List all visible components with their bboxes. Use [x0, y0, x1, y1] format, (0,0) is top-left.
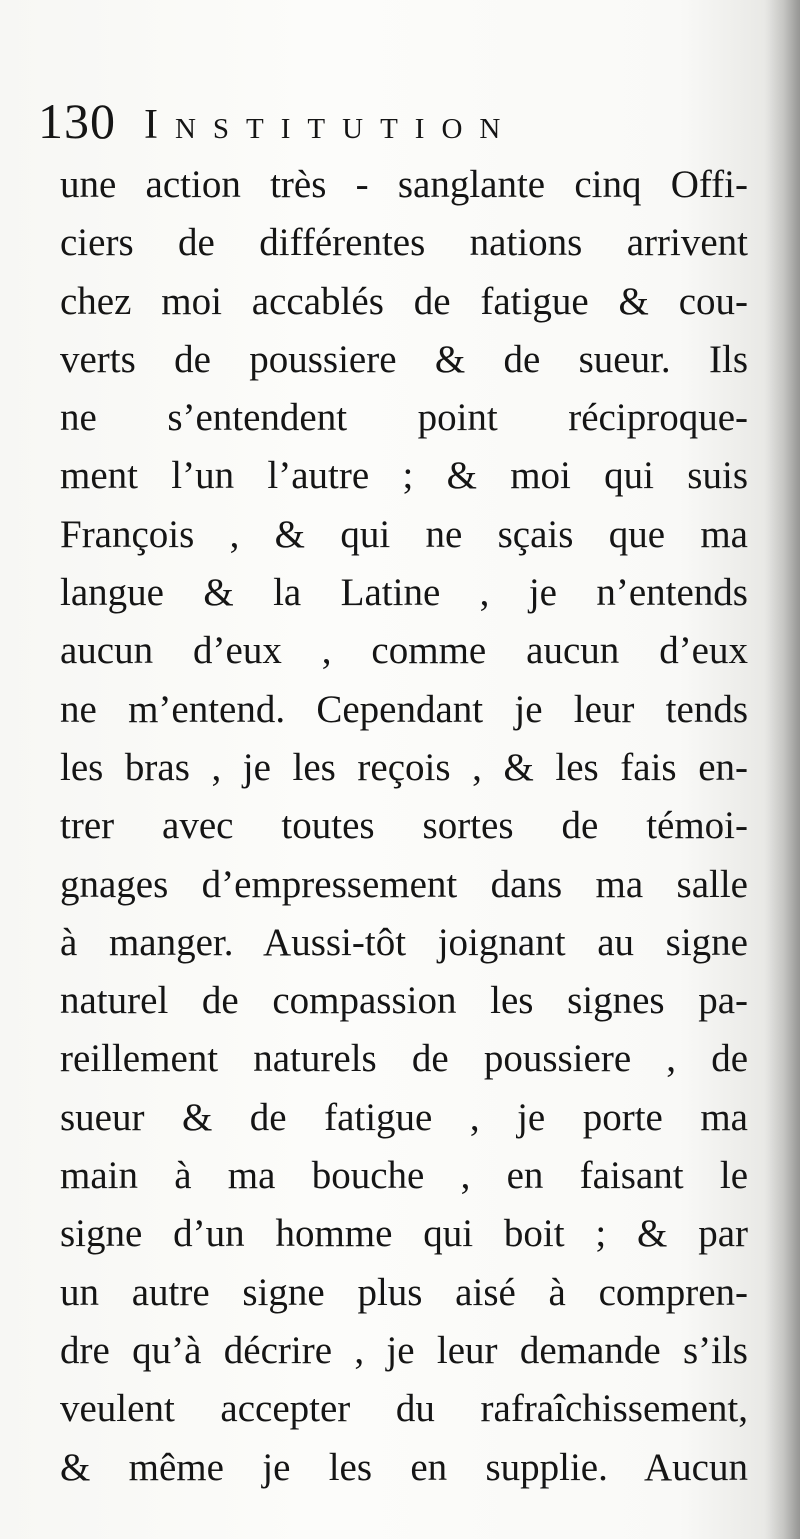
- text-line: ne s’entendent point réciproque-: [60, 396, 748, 440]
- text-line: langue & la Latine , je n’entends: [60, 571, 748, 615]
- text-line: main à ma bouche , en faisant le: [60, 1154, 748, 1198]
- body-text: [60, 156, 748, 1497]
- text-line: gnages d’empressement dans ma salle: [60, 862, 748, 906]
- text-line: veulent accepter du rafraîchissement,: [60, 1387, 748, 1431]
- text-line: François , & qui ne sçais que ma: [60, 512, 748, 556]
- page-gutter-shadow: [764, 0, 800, 1539]
- text-line: reillement naturels de poussiere , de: [60, 1037, 748, 1081]
- text-line: un autre signe plus aisé à compren-: [60, 1270, 748, 1314]
- text-line: sueur & de fatigue , je porte ma: [60, 1095, 748, 1139]
- text-line: dre qu’à décrire , je leur demande s’ils: [60, 1328, 748, 1372]
- text-line: aucun d’eux , comme aucun d’eux: [60, 629, 748, 673]
- text-line: à manger. Aussi-tôt joignant au signe: [60, 920, 748, 964]
- text-line: naturel de compassion les signes pa-: [60, 979, 748, 1023]
- text-line: trer avec toutes sortes de témoi-: [60, 804, 748, 848]
- text-line: verts de poussiere & de sueur. Ils: [60, 337, 748, 381]
- text-line: signe d’un homme qui boit ; & par: [60, 1212, 748, 1256]
- text-line: chez moi accablés de fatigue & cou-: [60, 279, 748, 323]
- text-line: ciers de différentes nations arrivent: [60, 221, 748, 265]
- text-line: ment l’un l’autre ; & moi qui suis: [60, 454, 748, 498]
- running-title: Institution: [144, 102, 518, 148]
- text-line: ne m’entend. Cependant je leur tends: [60, 687, 748, 731]
- page-number: 130: [38, 93, 116, 149]
- text-line: les bras , je les reçois , & les fais en-: [60, 745, 748, 789]
- text-line: & même je les en supplie. Aucun: [60, 1445, 748, 1489]
- page-header: [38, 92, 738, 156]
- text-line: une action très - sanglante cinq Offi-: [60, 163, 748, 206]
